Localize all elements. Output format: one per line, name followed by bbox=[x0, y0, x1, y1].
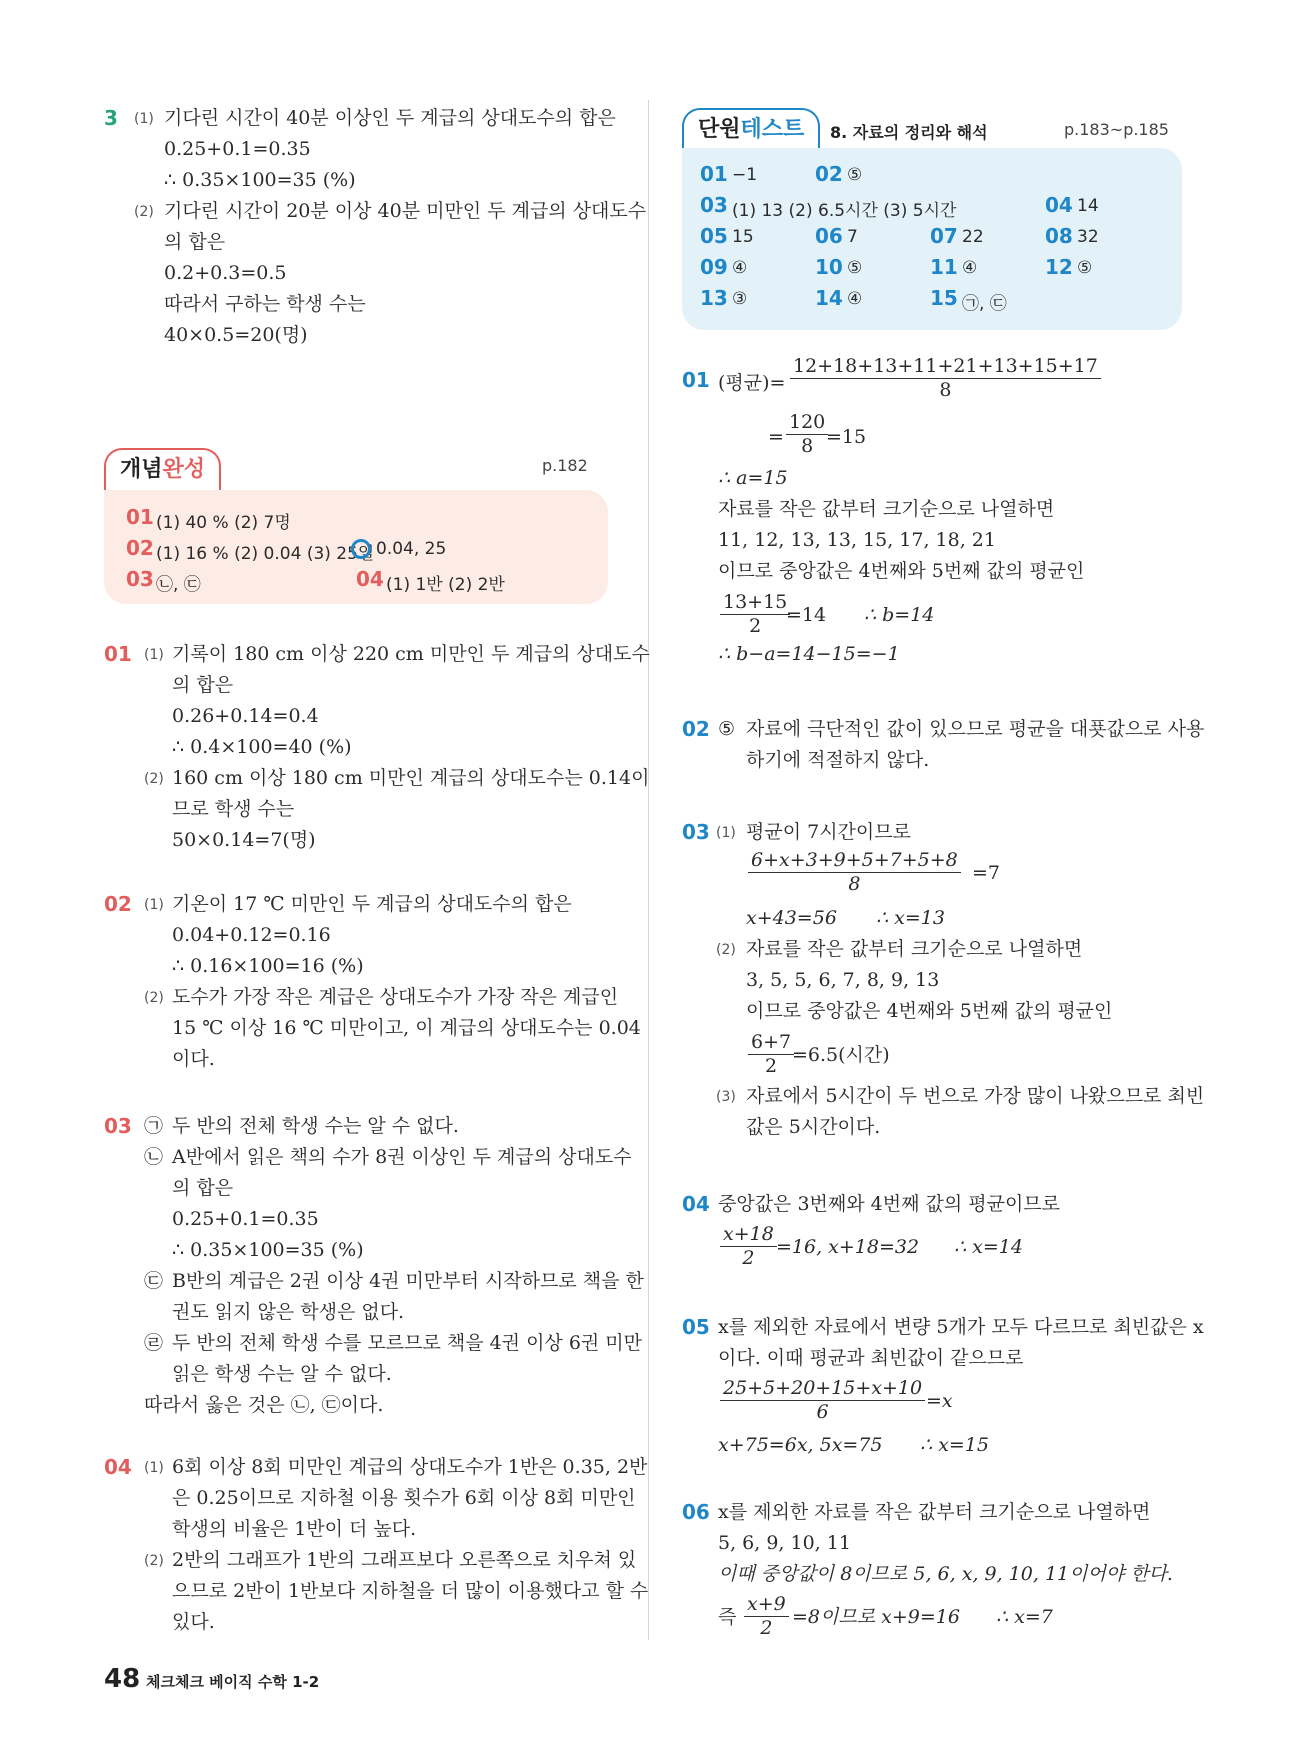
answer-number: 01 bbox=[700, 162, 728, 186]
text-line: 두 반의 전체 학생 수는 알 수 없다. bbox=[172, 1115, 459, 1137]
answer-number: 12 bbox=[1045, 255, 1073, 279]
unit-test-tab: 단원테스트 bbox=[682, 108, 820, 150]
formula-lead: (평균)= bbox=[718, 372, 786, 394]
answer: 14 bbox=[1077, 196, 1099, 216]
answer-number: 09 bbox=[700, 255, 728, 279]
problem-number: 03 bbox=[104, 1114, 132, 1138]
answer-number: 13 bbox=[700, 286, 728, 310]
answer: ④ bbox=[962, 258, 978, 278]
equation: =14 bbox=[786, 604, 827, 626]
problem-number: 04 bbox=[104, 1455, 132, 1479]
text-line: 따라서 옳은 것은 ㉡, ㉢이다. bbox=[144, 1394, 384, 1416]
answer: 0.04, 25 bbox=[376, 539, 447, 559]
equation: ∴ x=14 bbox=[954, 1236, 1023, 1258]
text-line: 이므로 중앙값은 4번째와 5번째 값의 평균인 bbox=[746, 1000, 1113, 1022]
equation: 0.04+0.12=0.16 bbox=[172, 924, 331, 946]
text-line: 이므로 중앙값은 4번째와 5번째 값의 평균인 bbox=[718, 560, 1085, 582]
denominator: 2 bbox=[760, 1617, 773, 1639]
equation: 50×0.14=7(명) bbox=[172, 829, 316, 851]
sub-mark: (1) bbox=[716, 825, 736, 841]
numerator: x+18 bbox=[720, 1222, 777, 1247]
answer: ㉠, ㉢ bbox=[962, 294, 1007, 314]
option-mark: ⑤ bbox=[718, 718, 736, 740]
equation: ∴ 0.35×100=35 (%) bbox=[172, 1239, 364, 1261]
equation: 0.25+0.1=0.35 bbox=[172, 1208, 319, 1230]
problem-number: 02 bbox=[104, 892, 132, 916]
answer-number: 02 bbox=[126, 536, 154, 560]
equation: =7 bbox=[972, 862, 1001, 884]
option-mark: ㉢ bbox=[144, 1270, 164, 1292]
fraction bbox=[720, 590, 790, 637]
text-line: 학생의 비율은 1반이 더 높다. bbox=[172, 1518, 417, 1540]
text-line: 따라서 구하는 학생 수는 bbox=[164, 293, 366, 315]
denominator: 6 bbox=[816, 1401, 829, 1423]
equation: ∴ a=15 bbox=[718, 467, 788, 489]
text-line: 11, 12, 13, 13, 15, 17, 18, 21 bbox=[718, 529, 996, 551]
numerator: 6+x+3+9+5+7+5+8 bbox=[748, 848, 961, 873]
answer: 15 bbox=[732, 227, 754, 247]
sub-mark: (1) bbox=[134, 111, 154, 127]
problem-number: 05 bbox=[682, 1315, 710, 1339]
fraction bbox=[748, 1030, 794, 1077]
text-line: 의 합은 bbox=[164, 231, 226, 253]
page-reference: p.182 bbox=[542, 456, 588, 475]
sub-mark: (2) bbox=[134, 204, 154, 220]
fraction bbox=[720, 1222, 777, 1269]
problem-number: 01 bbox=[682, 368, 710, 392]
answer-number: 03 bbox=[700, 193, 728, 217]
text-line: x를 제외한 자료를 작은 값부터 크기순으로 나열하면 bbox=[718, 1501, 1151, 1523]
text-line: 기다린 시간이 20분 이상 40분 미만인 두 계급의 상대도수 bbox=[164, 200, 647, 222]
sub-mark: (2) bbox=[144, 1553, 164, 1569]
answer: 22 bbox=[962, 227, 984, 247]
text-line: 5, 6, 9, 10, 11 bbox=[718, 1532, 851, 1554]
text-line: 도수가 가장 작은 계급은 상대도수가 가장 작은 계급인 bbox=[172, 986, 619, 1008]
problem-number: 03 bbox=[682, 820, 710, 844]
answer: ⑤ bbox=[847, 165, 863, 185]
denominator: 2 bbox=[742, 1247, 755, 1269]
answer-number: 10 bbox=[815, 255, 843, 279]
page-reference: p.183~p.185 bbox=[1064, 120, 1169, 139]
text-line: 중앙값은 3번째와 4번째 값의 평균이므로 bbox=[718, 1193, 1060, 1215]
answer-number: 11 bbox=[930, 255, 958, 279]
text-line: 평균이 7시간이므로 bbox=[746, 821, 911, 843]
answer-number: 05 bbox=[700, 224, 728, 248]
equation: x+43=56 bbox=[746, 907, 837, 929]
answer: ④ bbox=[732, 258, 748, 278]
text-line: 이다. bbox=[172, 1048, 215, 1070]
problem-number: 06 bbox=[682, 1500, 710, 1524]
equation: =6.5(시간) bbox=[792, 1044, 890, 1066]
text-line: 자료를 작은 값부터 크기순으로 나열하면 bbox=[746, 938, 1083, 960]
text-line: 으므로 2반이 1반보다 지하철을 더 많이 이용했다고 할 수 bbox=[172, 1580, 649, 1602]
answer-number: 04 bbox=[1045, 193, 1073, 217]
text-line: 기온이 17 ℃ 미만인 두 계급의 상대도수의 합은 bbox=[172, 893, 572, 915]
problem-number: 3 bbox=[104, 106, 118, 130]
answer-number: 03 bbox=[126, 567, 154, 591]
equation: ∴ b−a=14−15=−1 bbox=[718, 643, 900, 665]
equation: ∴ 0.16×100=16 (%) bbox=[172, 955, 364, 977]
text-line: 므로 학생 수는 bbox=[172, 798, 295, 820]
sub-mark: (1) bbox=[144, 897, 164, 913]
fraction bbox=[790, 354, 1101, 401]
concept-tab: 개념완성 bbox=[104, 448, 221, 490]
text-line: 6회 이상 8회 미만인 계급의 상대도수가 1반은 0.35, 2반 bbox=[172, 1456, 648, 1478]
numerator: 13+15 bbox=[720, 590, 790, 615]
problem-number: 01 bbox=[104, 642, 132, 666]
answer: ⑤ bbox=[847, 258, 863, 278]
answer-number: 04 bbox=[356, 567, 384, 591]
equation: ∴ x=13 bbox=[876, 907, 945, 929]
equation: ∴ x=15 bbox=[920, 1434, 989, 1456]
fraction bbox=[744, 1592, 789, 1639]
answer-number: 15 bbox=[930, 286, 958, 310]
answer: ④ bbox=[847, 289, 863, 309]
equation: 0.25+0.1=0.35 bbox=[164, 138, 311, 160]
text-line: 2반의 그래프가 1반의 그래프보다 오른쪽으로 치우쳐 있 bbox=[172, 1549, 637, 1571]
answer: ③ bbox=[732, 289, 748, 309]
chapter-title: 8. 자료의 정리와 해석 bbox=[830, 123, 988, 142]
text-line: 은 0.25이므로 지하철 이용 횟수가 6회 이상 8회 미만인 bbox=[172, 1487, 636, 1509]
sub-mark: (2) bbox=[144, 771, 164, 787]
equation: x+75=6x, 5x=75 bbox=[718, 1434, 883, 1456]
answer: (1) 1반 (2) 2반 bbox=[386, 575, 505, 595]
numerator: 12+18+13+11+21+13+15+17 bbox=[790, 354, 1101, 379]
answer: ㉡, ㉢ bbox=[156, 575, 201, 595]
denominator: 2 bbox=[749, 615, 762, 637]
numerator: 25+5+20+15+x+10 bbox=[720, 1376, 925, 1401]
answer-number: 06 bbox=[815, 224, 843, 248]
sub-mark: (1) bbox=[144, 1460, 164, 1476]
text-line: 있다. bbox=[172, 1611, 215, 1633]
text-line: 즉 bbox=[718, 1606, 737, 1628]
equation: 0.26+0.14=0.4 bbox=[172, 705, 319, 727]
text-line: 의 합은 bbox=[172, 674, 234, 696]
text-line: 값은 5시간이다. bbox=[746, 1116, 881, 1138]
text-line: 기다린 시간이 40분 이상인 두 계급의 상대도수의 합은 bbox=[164, 107, 616, 129]
book-title: 체크체크 베이직 수학 1-2 bbox=[146, 1673, 320, 1691]
denominator: 8 bbox=[848, 873, 861, 895]
page-number: 48 bbox=[104, 1664, 141, 1694]
problem-number: 02 bbox=[682, 717, 710, 741]
option-mark: ㉡ bbox=[144, 1146, 164, 1168]
text-line: 이다. 이때 평균과 최빈값이 같으므로 bbox=[718, 1347, 1024, 1369]
text-line: 3, 5, 5, 6, 7, 8, 9, 13 bbox=[746, 969, 940, 991]
sub-mark: (3) bbox=[716, 1089, 736, 1105]
equation: 40×0.5=20(명) bbox=[164, 324, 308, 346]
fraction bbox=[720, 1376, 925, 1423]
text-line: x를 제외한 자료에서 변량 5개가 모두 다르므로 최빈값은 x bbox=[718, 1316, 1204, 1338]
text-line: A반에서 읽은 책의 수가 8권 이상인 두 계급의 상대도수 bbox=[172, 1146, 632, 1168]
fraction bbox=[748, 848, 961, 895]
sub-mark: (1) bbox=[144, 647, 164, 663]
text-line: 160 cm 이상 180 cm 미만인 계급의 상대도수는 0.14이 bbox=[172, 767, 650, 789]
equation: =16, x+18=32 bbox=[776, 1236, 920, 1258]
answer-number: 08 bbox=[1045, 224, 1073, 248]
equation: =8이므로 x+9=16 bbox=[792, 1606, 960, 1628]
answer: ⑤ bbox=[1077, 258, 1093, 278]
equation: ∴ 0.35×100=35 (%) bbox=[164, 169, 356, 191]
answer-number: 02 bbox=[815, 162, 843, 186]
equation: ∴ 0.4×100=40 (%) bbox=[172, 736, 352, 758]
option-mark: ㉠ bbox=[144, 1115, 164, 1137]
answer: −1 bbox=[732, 165, 758, 185]
equation: =x bbox=[926, 1390, 953, 1412]
denominator: 8 bbox=[801, 435, 814, 457]
text-line: 이때 중앙값이 8이므로 5, 6, x, 9, 10, 11이어야 한다. bbox=[718, 1563, 1173, 1585]
answer-number: 14 bbox=[815, 286, 843, 310]
option-mark: ㉣ bbox=[144, 1332, 164, 1354]
numerator: x+9 bbox=[744, 1592, 789, 1617]
equation: =15 bbox=[826, 426, 867, 448]
sub-mark: (2) bbox=[144, 990, 164, 1006]
text-line: 읽은 학생 수는 알 수 없다. bbox=[172, 1363, 392, 1385]
answer: (1) 13 (2) 6.5시간 (3) 5시간 bbox=[732, 201, 957, 221]
answer: 32 bbox=[1077, 227, 1099, 247]
text-line: 기록이 180 cm 이상 220 cm 미만인 두 계급의 상대도수 bbox=[172, 643, 650, 665]
loop-icon bbox=[351, 539, 371, 559]
numerator: 6+7 bbox=[748, 1030, 794, 1055]
answer: 7 bbox=[847, 227, 858, 247]
numerator: 120 bbox=[786, 410, 828, 435]
column-divider bbox=[648, 100, 649, 1640]
denominator: 2 bbox=[765, 1055, 778, 1077]
sub-mark: (2) bbox=[716, 942, 736, 958]
answer: (1) 40 % (2) 7명 bbox=[156, 513, 291, 533]
text-line: B반의 계급은 2권 이상 4권 미만부터 시작하므로 책을 한 bbox=[172, 1270, 644, 1292]
problem-number: 04 bbox=[682, 1192, 710, 1216]
equation: ∴ b=14 bbox=[864, 604, 935, 626]
equation: ∴ x=7 bbox=[996, 1606, 1053, 1628]
text-line: 의 합은 bbox=[172, 1177, 234, 1199]
text-line: 자료에 극단적인 값이 있으므로 평균을 대푯값으로 사용 bbox=[746, 718, 1205, 740]
text-line: 두 반의 전체 학생 수를 모르므로 책을 4권 이상 6권 미만 bbox=[172, 1332, 643, 1354]
equals: = bbox=[768, 426, 784, 448]
denominator: 8 bbox=[939, 379, 952, 401]
answer: (1) 16 % (2) 0.04 (3) 25일 bbox=[156, 544, 375, 564]
text-line: 권도 읽지 않은 학생은 없다. bbox=[172, 1301, 405, 1323]
text-line: 자료에서 5시간이 두 번으로 가장 많이 나왔으므로 최빈 bbox=[746, 1085, 1205, 1107]
answer-number: 01 bbox=[126, 505, 154, 529]
text-line: 자료를 작은 값부터 크기순으로 나열하면 bbox=[718, 498, 1055, 520]
text-line: 하기에 적절하지 않다. bbox=[746, 749, 930, 771]
answer-number: 07 bbox=[930, 224, 958, 248]
text-line: 15 ℃ 이상 16 ℃ 미만이고, 이 계급의 상대도수는 0.04 bbox=[172, 1017, 641, 1039]
fraction bbox=[786, 410, 828, 457]
equation: 0.2+0.3=0.5 bbox=[164, 262, 287, 284]
